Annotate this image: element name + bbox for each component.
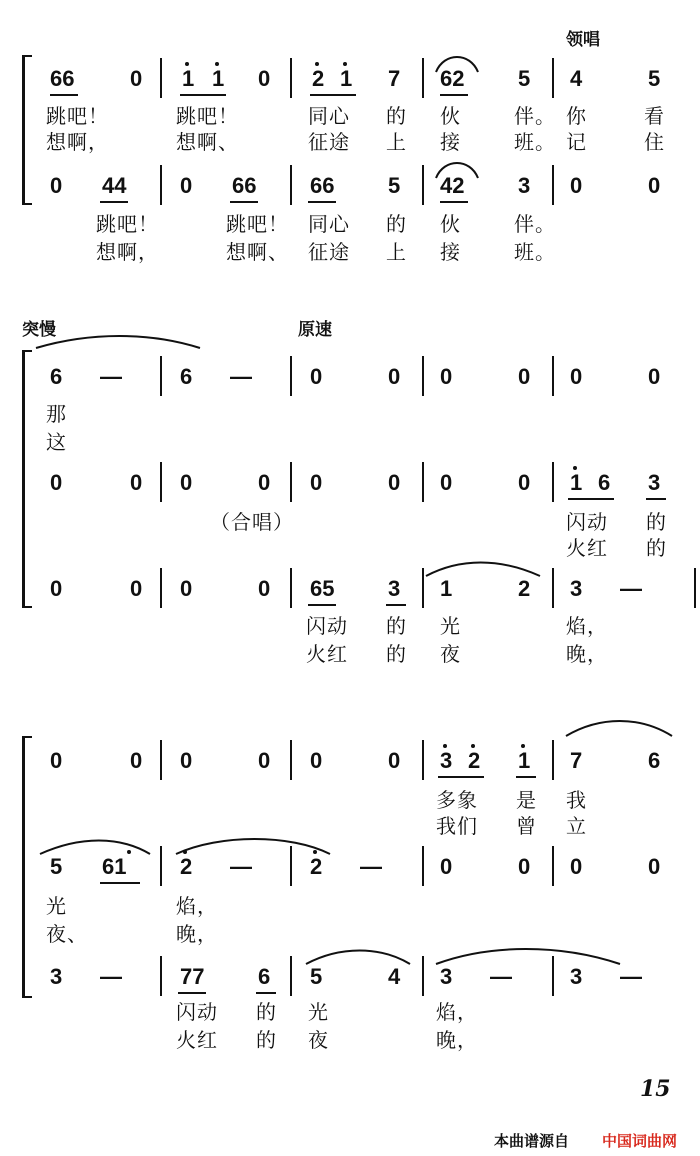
s3-staff2-note: 0 [648, 854, 661, 879]
s1-lower-lyric: 想啊、 [226, 240, 289, 264]
s1-upper-lyric: 的 [386, 104, 407, 128]
s2-staff2-note: 0 [440, 470, 453, 495]
page-number: 15 [640, 1076, 671, 1102]
s3-staff1-note: 2 [468, 748, 481, 773]
s2-staff1-lyric: 这 [46, 430, 67, 454]
s3-staff1-note: 7 [570, 748, 583, 773]
s2-staff2-note: 1 [570, 470, 583, 495]
s3-staff3-lyric: 夜 [308, 1028, 329, 1052]
s1-upper-lyric: 看 [644, 104, 665, 128]
s2-staff3-lyric: 晚， [566, 642, 608, 666]
s2-staff1-note: 6 [50, 364, 63, 389]
s3-staff3-lyric: 光 [308, 1000, 329, 1024]
s2-staff2-lyric: 的 [646, 536, 667, 560]
s3-staff3-lyric: 焰， [436, 1000, 478, 1024]
s1-upper-note: 0 [258, 66, 271, 91]
tie [566, 721, 672, 736]
s1-upper-note: 1 [182, 66, 195, 91]
s3-staff2-note: 5 [50, 854, 63, 879]
s3-staff3-lyric: 闪动 [176, 1000, 218, 1024]
s3-staff2-note: 2 [310, 854, 323, 879]
s1-lower-lyric: 跳吧！ [226, 212, 289, 236]
s1-upper-note: 2 [312, 66, 325, 91]
s2-staff2-note: 0 [518, 470, 531, 495]
footer-site-link[interactable]: 中国词曲网 [602, 1132, 678, 1150]
s3-staff3-lyric: 火红 [176, 1028, 218, 1052]
slur [436, 57, 478, 72]
s1-lower-lyric: 征途 [308, 240, 350, 264]
s3-staff2-note: — [230, 854, 252, 879]
s1-lower-note: 0 [50, 173, 63, 198]
s2-staff1-note: 0 [648, 364, 661, 389]
s2-staff1-lyric: 那 [46, 402, 67, 426]
s3-staff1-note: 0 [130, 748, 143, 773]
s3-staff1-lyric: 我们 [436, 814, 478, 838]
s1-upper-lyric: 你 [566, 104, 587, 128]
s3-staff2-note: 61 [102, 854, 127, 879]
s1-upper-note: 7 [388, 66, 401, 91]
s3-staff2-lyric: 晚， [176, 922, 218, 946]
s1-lower-note: 5 [388, 173, 401, 198]
s3-staff3-lyric: 晚， [436, 1028, 478, 1052]
chorus-marking: （合唱） [210, 510, 294, 534]
s2-staff3-lyric: 焰， [566, 614, 608, 638]
s1-upper-lyric: 伴。 [514, 104, 556, 128]
slur [436, 163, 478, 178]
s1-upper-lyric: 接 [440, 130, 461, 154]
s1-upper-lyric: 跳吧！ [176, 104, 239, 128]
s3-staff1-lyric: 我 [566, 788, 587, 812]
s1-upper-lyric: 想啊， [46, 130, 109, 154]
s3-staff1-note: 6 [648, 748, 661, 773]
s3-staff1-note: 0 [388, 748, 401, 773]
s1-lower-lyric: 跳吧！ [96, 212, 159, 236]
s3-staff3-lyric: 的 [256, 1000, 277, 1024]
s2-staff2-note: 0 [180, 470, 193, 495]
s2-staff2-note: 6 [598, 470, 611, 495]
tie [436, 949, 620, 964]
s1-upper-lyric: 想啊、 [176, 130, 239, 154]
s3-staff3-note: 77 [180, 964, 205, 989]
s2-staff2-note: 0 [50, 470, 63, 495]
s3-staff2-lyric: 夜、 [46, 922, 88, 946]
s1-upper-lyric: 征途 [308, 130, 350, 154]
s3-staff2-lyric: 光 [46, 894, 67, 918]
s3-staff3-lyric: 的 [256, 1028, 277, 1052]
s2-staff2-note: 0 [258, 470, 271, 495]
s1-lower-lyric: 接 [440, 240, 461, 264]
s2-staff3-note: 0 [258, 576, 271, 601]
s3-staff1-note: 0 [258, 748, 271, 773]
s2-staff3-note: 2 [518, 576, 531, 601]
s2-staff3-note: 0 [50, 576, 63, 601]
s3-staff3-note: 4 [388, 964, 401, 989]
s1-lower-lyric: 班。 [514, 240, 556, 264]
s1-upper-note: 66 [50, 66, 75, 91]
s1-lower-note: 0 [180, 173, 193, 198]
s2-staff2-lyric: 火红 [566, 536, 608, 560]
s3-staff1-note: 1 [518, 748, 531, 773]
original-tempo-marking: 原速 [298, 320, 332, 340]
s1-upper-note: 1 [212, 66, 225, 91]
s1-lower-note: 3 [518, 173, 531, 198]
s1-upper-note: 62 [440, 66, 465, 91]
s1-upper-note: 4 [570, 66, 583, 91]
s1-lower-note: 44 [102, 173, 127, 198]
s3-staff1-note: 0 [310, 748, 323, 773]
s1-lower-note: 66 [310, 173, 335, 198]
s1-upper-note: 5 [648, 66, 661, 91]
footer-source-text: 本曲谱源自 [494, 1132, 570, 1150]
s2-staff3-note: 0 [130, 576, 143, 601]
s3-staff2-note: 2 [180, 854, 193, 879]
s3-staff3-note: — [100, 964, 122, 989]
lead-singer-marking: 领唱 [566, 30, 600, 50]
s2-staff3-note: 0 [180, 576, 193, 601]
s1-upper-lyric: 同心 [308, 104, 350, 128]
s1-lower-note: 66 [232, 173, 257, 198]
s1-upper-lyric: 伙 [440, 104, 461, 128]
tie [426, 563, 540, 577]
s2-staff2-note: 0 [130, 470, 143, 495]
s2-staff3-note: 1 [440, 576, 453, 601]
s1-upper-lyric: 住 [644, 130, 665, 154]
s3-staff1-note: 0 [180, 748, 193, 773]
s1-upper-note: 5 [518, 66, 531, 91]
s1-lower-lyric: 伴。 [514, 212, 556, 236]
s2-staff3-lyric: 的 [386, 642, 407, 666]
s1-upper-lyric: 班。 [514, 130, 556, 154]
s1-lower-note: 0 [648, 173, 661, 198]
s3-staff1-lyric: 曾 [516, 814, 537, 838]
s2-staff1-note: 0 [310, 364, 323, 389]
s1-lower-lyric: 伙 [440, 212, 461, 236]
s3-staff3-note: 3 [50, 964, 63, 989]
sudden-slow-marking: 突慢 [22, 320, 56, 340]
s2-staff3-lyric: 火红 [306, 642, 348, 666]
s3-staff3-note: — [490, 964, 512, 989]
s3-staff3-note: 5 [310, 964, 323, 989]
s2-staff3-note: 3 [388, 576, 401, 601]
s3-staff3-note: 3 [440, 964, 453, 989]
s2-staff2-note: 0 [388, 470, 401, 495]
s3-staff1-note: 0 [50, 748, 63, 773]
s3-staff2-note: 0 [440, 854, 453, 879]
s2-staff1-note: 0 [388, 364, 401, 389]
s3-staff1-note: 3 [440, 748, 453, 773]
s2-staff3-note: 3 [570, 576, 583, 601]
tie [36, 336, 200, 348]
s2-staff3-lyric: 夜 [440, 642, 461, 666]
s2-staff3-note: 65 [310, 576, 335, 601]
s3-staff2-lyric: 焰， [176, 894, 218, 918]
s2-staff1-note: 0 [440, 364, 453, 389]
s2-staff2-note: 3 [648, 470, 661, 495]
s3-staff1-lyric: 多象 [436, 788, 478, 812]
s1-upper-note: 0 [130, 66, 143, 91]
s1-lower-note: 42 [440, 173, 465, 198]
s1-upper-note: 1 [340, 66, 353, 91]
s1-lower-lyric: 想啊， [96, 240, 159, 264]
s2-staff2-lyric: 闪动 [566, 510, 608, 534]
s1-lower-lyric: 的 [386, 212, 407, 236]
s3-staff3-note: — [620, 964, 642, 989]
slur [306, 951, 410, 965]
s2-staff3-lyric: 的 [386, 614, 407, 638]
s2-staff3-lyric: 光 [440, 614, 461, 638]
s3-staff1-lyric: 是 [516, 788, 537, 812]
s2-staff2-lyric: 的 [646, 510, 667, 534]
s2-staff1-note: — [230, 364, 252, 389]
s3-staff2-note: 0 [518, 854, 531, 879]
s2-staff1-note: 0 [570, 364, 583, 389]
slur [40, 841, 150, 855]
s3-staff1-lyric: 立 [566, 814, 587, 838]
s1-lower-note: 0 [570, 173, 583, 198]
s3-staff3-note: 6 [258, 964, 271, 989]
s1-lower-lyric: 上 [386, 240, 407, 264]
tie [176, 839, 330, 854]
s2-staff1-note: 6 [180, 364, 193, 389]
s2-staff3-note: — [620, 576, 642, 601]
s2-staff1-note: — [100, 364, 122, 389]
s2-staff1-note: 0 [518, 364, 531, 389]
s3-staff2-note: — [360, 854, 382, 879]
s2-staff2-note: 0 [310, 470, 323, 495]
s2-staff3-lyric: 闪动 [306, 614, 348, 638]
s1-upper-lyric: 跳吧！ [46, 104, 109, 128]
s3-staff2-note: 0 [570, 854, 583, 879]
s1-lower-lyric: 同心 [308, 212, 350, 236]
s3-staff3-note: 3 [570, 964, 583, 989]
s1-upper-lyric: 记 [566, 130, 587, 154]
s1-upper-lyric: 上 [386, 130, 407, 154]
